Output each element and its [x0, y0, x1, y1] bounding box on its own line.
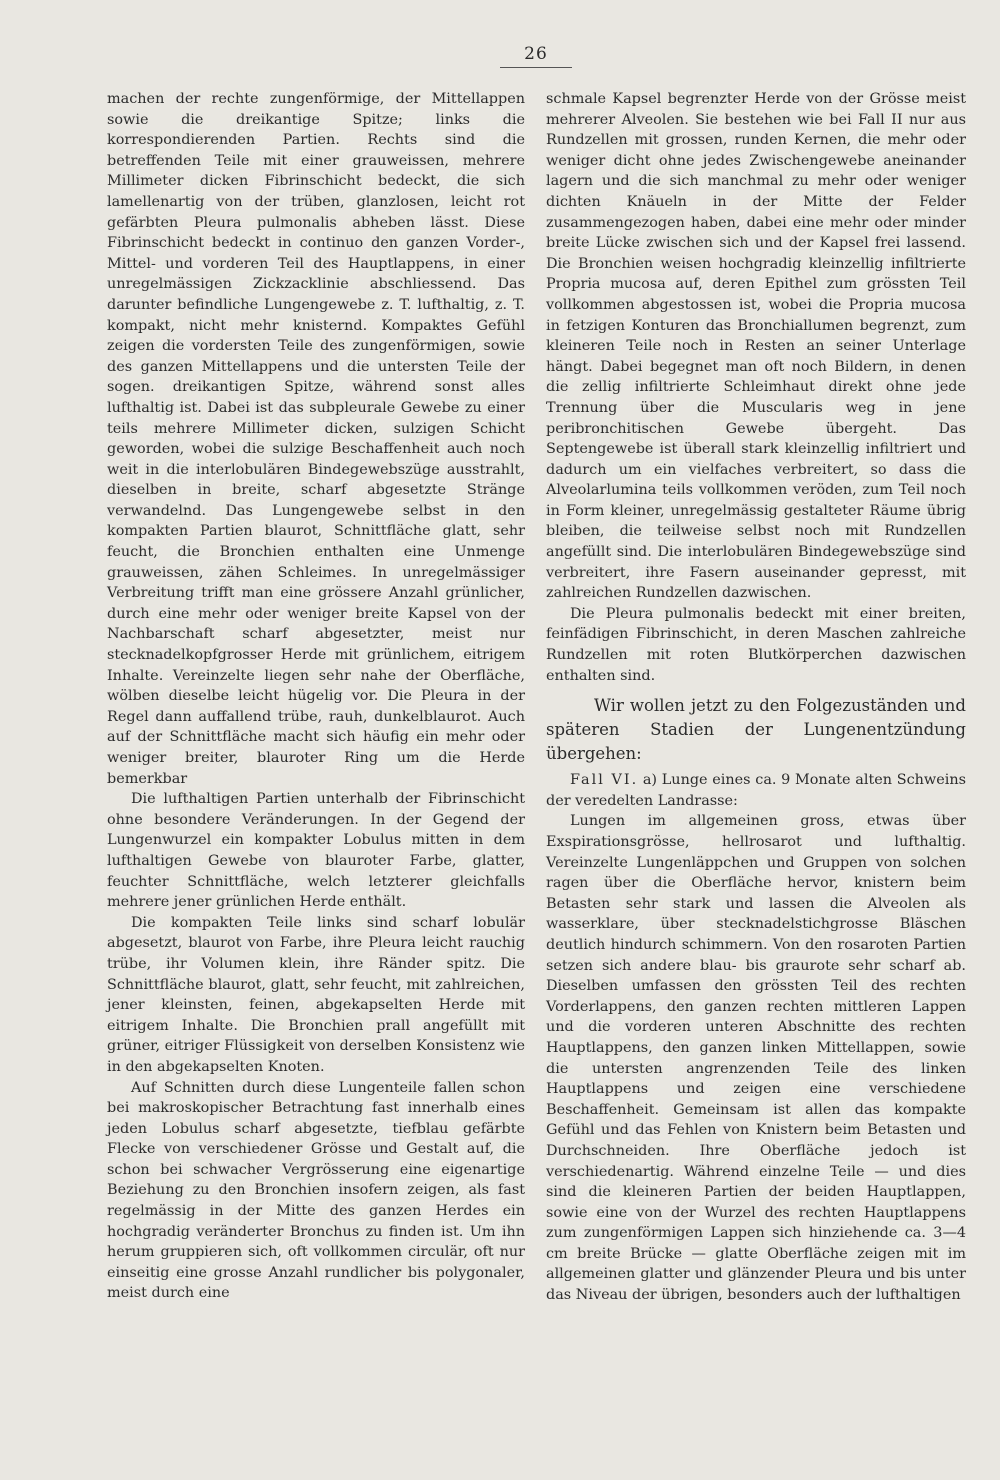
left-column — [107, 89, 525, 1304]
paragraph: Die kompakten Teile links sind scharf lobulär abgesetzt, blaurot von Farbe, ihre Pleura leicht rauchig trübe, ihr Volumen klein, ihre Ränder spitz. Die Schnittfläche blaurot, glatt, sehr feucht, mit zahlreichen, jener kleinsten, feinen, abgekapselten Herde mit eitrigem Inhalte. Die Bronchien prall angefüllt mit grüner, eitriger Flüssigkeit von derselben Konsistenz wie in den abgekapselten Knoten. — [107, 914, 525, 1075]
case-label: Fall VI. — [570, 772, 639, 789]
case-heading — [546, 770, 966, 811]
right-column — [546, 89, 966, 1306]
header-rule — [500, 67, 572, 68]
page-number: 26 — [524, 44, 548, 64]
section-heading: Wir wollen jetzt zu den Folgezuständen und späteren Stadien der Lungenentzündung übergehen: — [546, 696, 966, 764]
paragraph: Die Pleura pulmonalis bedeckt mit einer breiten, feinfädigen Fibrinschicht, in deren Maschen zahlreiche Rundzellen mit roten Blutkörperchen dazwischen enthalten sind. — [546, 605, 966, 684]
case-intro: a) Lunge eines ca. 9 Monate alten Schweins der veredelten Landrasse: — [546, 772, 966, 809]
paragraph: Auf Schnitten durch diese Lungenteile fallen schon bei makroskopischer Betrachtung fast innerhalb eines jeden Lobulus scharf abgesetzte, tiefblau gefärbte Flecke von verschiedener Grösse und Gestalt auf, die schon bei schwacher Vergrösserung eine eigenartige Beziehung zu den Bronchien insofern zeigen, als fast regelmässig in der Mitte des ganzen Herdes ein hochgradig veränderter Bronchus zu finden ist. Um ihn herum gruppieren sich, oft vollkommen circulär, oft nur einseitig eine grosse Anzahl rundlicher bis polygonaler, meist durch eine — [107, 1079, 525, 1302]
paragraph: machen der rechte zungenförmige, der Mittellappen sowie die dreikantige Spitze; links die korrespondierenden Partien. Rechts sind die betreffenden Teile mit einer grauweissen, mehrere Millimeter dicken Fibrinschicht bedeckt, die sich lamellenartig von der trüben, glanzlosen, leicht rot gefärbten Pleura pulmonalis abheben lässt. Diese Fibrinschicht bedeckt in continuo den ganzen Vorder-, Mittel- und vorderen Teil des Hauptlappens, in einer unregelmässigen Zickzacklinie abschliessend. Das darunter befindliche Lungengewebe z. T. lufthaltig, z. T. kompakt, nicht mehr knisternd. Kompaktes Gefühl zeigen die vordersten Teile des zungenförmigen, sowie des ganzen Mittellappens und die untersten Teile der sogen. dreikantigen Spitze, während sonst alles lufthaltig ist. Dabei ist das subpleurale Gewebe zu einer teils mehrere Millimeter dicken, sulzigen Schicht geworden, wobei die sulzige Beschaffenheit auch noch weit in die interlobulären Bindegewebszüge ausstrahlt, dieselben in breite, scharf abgesetzte Stränge verwandelnd. Das Lungengewebe selbst in den kompakten Partien blaurot, Schnittfläche glatt, sehr feucht, die Bronchien enthalten eine Unmenge grauweissen, zähen Schleimes. In unregelmässiger Verbreitung trifft man eine grössere Anzahl grünlicher, durch eine mehr oder weniger breite Kapsel von der Nachbarschaft scharf abgesetzter, meist nur stecknadelkopfgrosser Herde mit grünlichem, eitrigem Inhalte. Vereinzelte liegen sehr nahe der Oberfläche, wölben dieselbe leicht hügelig vor. Die Pleura in der Regel dann auffallend trübe, rauh, dunkelblaurot. Auch auf der Schnittfläche macht sich häufig ein mehr oder weniger breiter, blauroter Ring um die Herde bemerkbar — [107, 91, 525, 787]
paragraph: Lungen im allgemeinen gross, etwas über Exspirationsgrösse, hellrosarot und lufthaltig. Vereinzelte Lungenläppchen und Gruppen von solchen ragen über die Oberfläche hervor, knistern beim Betasten sehr stark und lassen die Alveolen als wasserklare, über stecknadelstichgrosse Bläschen deutlich hindurch schimmern. Von den rosaroten Partien setzen sich andere blau- bis graurote sehr scharf ab. Dieselben umfassen den grössten Teil des rechten Vorderlappens, den ganzen rechten mittleren Lappen und die vorderen unteren Abschnitte des rechten Hauptlappens, den ganzen linken Mittellappen, sowie die untersten angrenzenden Teile des linken Hauptlappens und zeigen eine verschiedene Beschaffenheit. Gemeinsam ist allen das kompakte Gefühl und das Fehlen von Knistern beim Betasten und Durchschneiden. Ihre Oberfläche jedoch ist verschiedenartig. Während einzelne Teile — und dies sind die kleineren Partien der beiden Hauptlappen, sowie eine von der Wurzel des rechten Hauptlappens zum zungenförmigen Lappen sich hinziehende ca. 3—4 cm breite Brücke — glatte Oberfläche zeigen mit im allgemeinen glatter und glänzender Pleura und bis unter das Niveau der übrigen, besonders auch der lufthaltigen — [546, 813, 966, 1304]
paragraph: Die lufthaltigen Partien unterhalb der Fibrinschicht ohne besondere Veränderungen. In der Gegend der Lungenwurzel ein kompakter Lobulus mitten in dem lufthaltigen Gewebe von blauroter Farbe, glatter, feuchter Schnittfläche, welch letzterer gleichfalls mehrere jener grünlichen Herde enthält. — [107, 791, 525, 911]
paragraph: schmale Kapsel begrenzter Herde von der Grösse meist mehrerer Alveolen. Sie bestehen wie bei Fall II nur aus Rundzellen mit grossen, runden Kernen, die mehr oder weniger dicht ohne jedes Zwischengewebe aneinander lagern und die sich manchmal zu mehr oder weniger dichten Knäueln in der Mitte der Felder zusammengezogen haben, dabei eine mehr oder minder breite Lücke zwischen sich und der Kapsel frei lassend. Die Bronchien weisen hochgradig kleinzellig infiltrierte Propria mucosa auf, deren Epithel zum grössten Teil vollkommen abgestossen ist, wobei die Propria mucosa in fetzigen Konturen das Bronchiallumen begrenzt, zum kleineren Teile noch in Resten an seiner Unterlage hängt. Dabei begegnet man oft noch Bildern, in denen die zellig infiltrierte Schleimhaut direkt ohne jede Trennung über die Muscularis weg in jene peribronchitischen Gewebe übergeht. Das Septengewebe ist überall stark kleinzellig infiltriert und dadurch um ein vielfaches verbreitert, so dass die Alveolarlumina teils vollkommen veröden, zum Teil noch in Form kleiner, unregelmässig gestalteter Räume übrig bleiben, die teilweise selbst noch mit Rundzellen angefüllt sind. Die interlobulären Bindegewebszüge sind verbreitert, ihre Fasern auseinander gepresst, mit zahlreichen Rundzellen dazwischen. — [546, 91, 966, 602]
